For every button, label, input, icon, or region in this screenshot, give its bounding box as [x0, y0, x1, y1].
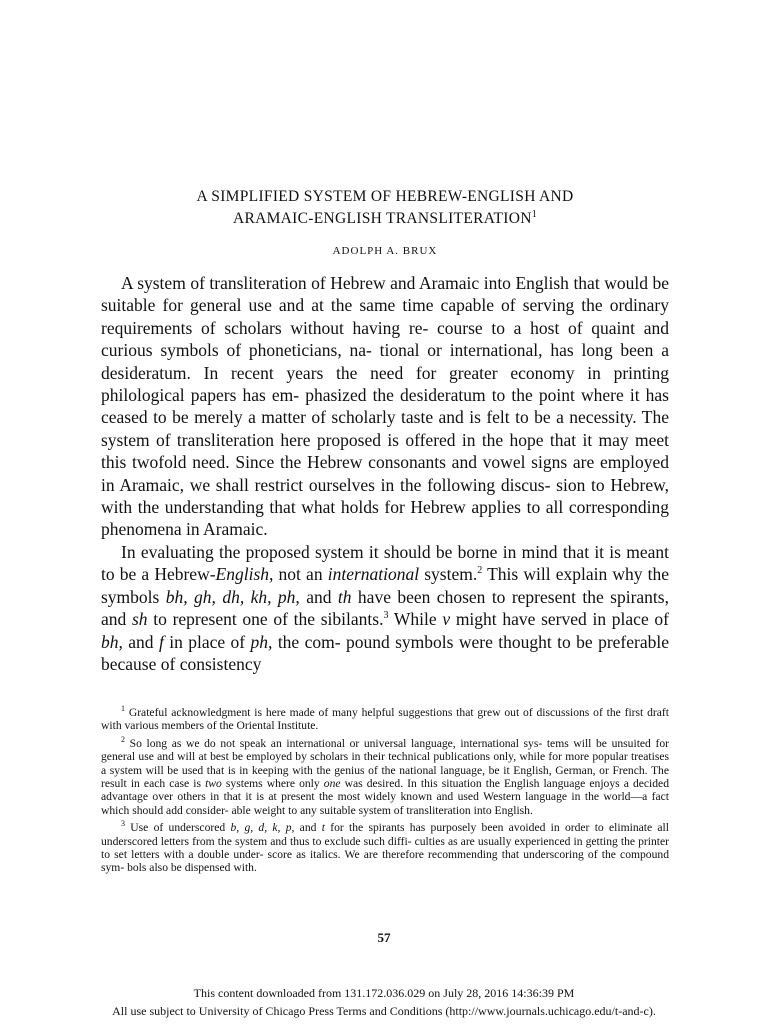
- text-run: the com- pound symbols were thought to be preferable because of consistency: [101, 631, 669, 674]
- text-run: , not an: [269, 564, 328, 585]
- title-line-2: [90, 208, 680, 230]
- text-run: in place of: [163, 631, 251, 652]
- footnote-number: 3: [121, 819, 125, 829]
- footnote-text: So long as we do not speak an international or universal language, international sys- tems will be unsuited for general use and will at best be employed by scholars in their technical publications only, while for more popular treatises a system will be used that is in keeping with the genius of the national language, be it English, German, or French. The result in each case is: [101, 736, 669, 791]
- terms-notice[interactable]: All use subject to University of Chicago Press Terms and Conditions (http://www.journals.uchicago.edu/t-and-c).: [112, 1004, 656, 1018]
- footnote-ref-2[interactable]: 2: [477, 565, 483, 577]
- paragraph-1: A system of transliteration of Hebrew and Aramaic into English that would be suitable for general use and at the same time capable of serving the ordinary requirements of scholars without having re- course to a host of quaint and curious symbols of phoneticians, na- tional or international, has long been a desideratum. In recent years the need for greater economy in printing philological papers has em- phasized the desideratum to the point where it has ceased to be merely a matter of scholarly taste and is felt to be a necessity. The system of transliteration here proposed is offered in the hope that it may meet this twofold need. Since the Hebrew consonants and vowel signs are employed in Aramaic, we shall restrict ourselves in the following discus- sion to Hebrew, with the understanding that what holds for Hebrew applies to all corresponding phenomena in Aramaic.: [101, 273, 669, 540]
- footnote-number: 2: [121, 734, 125, 744]
- italic-run: b, g, d, k, p,: [230, 821, 295, 835]
- title-footnote-ref[interactable]: 1: [531, 208, 538, 220]
- footnote-text: was desired. In this situation the English language enjoys a decided advantage over others in that it is at present the most widely known and used Western language in the world—a fact which should add consider- able weight to any suitable system of transliteration into English.: [101, 777, 669, 817]
- italic-run: t: [321, 821, 325, 835]
- italic-run: international: [327, 564, 420, 585]
- download-info: This content downloaded from 131.172.036.029 on July 28, 2016 14:36:39 PM: [193, 986, 575, 1000]
- italic-run: f: [158, 631, 164, 652]
- body-text: [101, 272, 669, 675]
- italic-run: English: [215, 564, 270, 585]
- footnote-text: and: [294, 821, 322, 835]
- text-run: system.: [419, 564, 478, 585]
- text-run: have been chosen to represent the spirants, and: [101, 586, 669, 630]
- author-name: ADOLPH A. BRUX: [332, 245, 438, 257]
- article-title: [90, 186, 680, 230]
- italic-run: ph,: [250, 631, 273, 652]
- text-run: and: [122, 631, 159, 652]
- paragraph-2: [101, 541, 669, 675]
- italic-run: two: [205, 777, 222, 791]
- italic-run: th: [337, 586, 352, 607]
- text-run: While: [388, 609, 443, 630]
- text-run: might have served in place of: [450, 609, 669, 630]
- title-line-2-text: ARAMAIC-ENGLISH TRANSLITERATION: [232, 210, 532, 227]
- text-run: In evaluating the proposed system it should be borne in mind that it is meant to be a Hebrew-: [101, 541, 669, 585]
- footnote-3: [101, 821, 669, 875]
- download-footer: [0, 984, 768, 1020]
- footnote-1: [101, 706, 669, 733]
- title-line-1: A SIMPLIFIED SYSTEM OF HEBREW-ENGLISH AND: [196, 188, 574, 205]
- italic-run: bh, gh, dh, kh, ph,: [165, 586, 300, 607]
- footnote-number: 1: [121, 704, 125, 714]
- italic-run: v: [442, 609, 451, 630]
- text-run: This will explain why the symbols: [101, 564, 669, 607]
- footnote-text: Grateful acknowledgment is here made of many helpful suggestions that grew out of discussions of the first draft with various members of the Oriental Institute.: [101, 706, 669, 733]
- footnote-ref-3[interactable]: 3: [383, 610, 389, 622]
- page-number: 57: [377, 930, 391, 945]
- footnote-2: [101, 734, 669, 817]
- footnote-text: for the spirants has purposely been avoided in order to eliminate all underscored letters from the system and thus to exclude such diffi- culties as are usually experienced in getting the printer to set letters with a double under- score as italics. We are therefore recommending that underscoring of the compound sym- bols also be dispensed with.: [101, 821, 669, 875]
- footnotes: [101, 706, 669, 879]
- footnote-text: Use of underscored: [130, 821, 231, 835]
- text-run: to represent one of the sibilants.: [147, 609, 384, 630]
- italic-run: bh,: [101, 631, 123, 652]
- footnote-text: systems where only: [221, 777, 324, 791]
- italic-run: sh: [131, 609, 148, 630]
- text-run: and: [299, 586, 338, 607]
- italic-run: one: [323, 777, 341, 791]
